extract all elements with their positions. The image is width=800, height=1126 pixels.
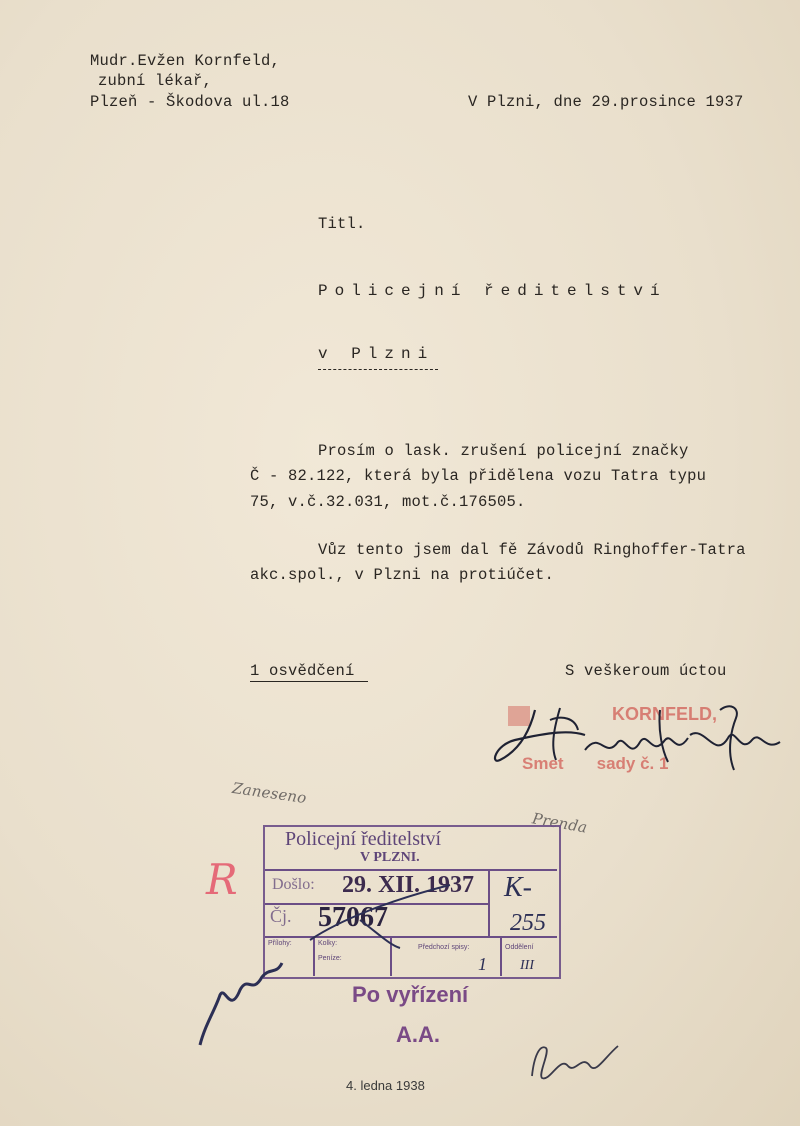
police-stamp-city: V PLZNI. [360,850,420,865]
letter-date: V Plzni, dne 29.prosince 1937 [468,93,744,111]
recipient-city-underline [318,369,438,370]
stamp-date-label: Došlo: [272,876,315,893]
body-p1-line2: Č - 82.122, která byla přidělena vozu Tatra typu [250,467,707,485]
enclosure-underline [250,681,368,682]
stamp-col-predchozi: Předchozí spisy: [418,944,470,951]
stamp-divider [265,869,557,871]
pen-stroke-icon [300,880,460,950]
red-stamp-line2: Smet sady č. 1 [522,754,669,773]
sender-name: Mudr.Evžen Kornfeld, [90,52,281,70]
stamp-cj-label: Čj. [270,906,292,926]
enclosure-note: 1 osvědčení [250,662,355,680]
recipient-city: v Plzni [318,345,435,363]
receipt-date-stamp: 4. ledna 1938 [346,1078,425,1093]
stamp-col-prilohy: Přílohy: [268,940,292,947]
after-stamp-line2: A.A. [396,1022,440,1047]
police-stamp-title: Policejní ředitelství [285,828,442,850]
stamp-divider [500,936,502,976]
stamp-code-number: 255 [510,910,546,936]
stamp-col-penize: Peníze: [318,955,342,962]
pen-scribble-icon [190,955,290,1055]
body-p2-line1: Vůz tento jsem dal fě Závodů Ringhoffer-Tatra [318,541,746,559]
stamp-col-oddeleni: Oddělení [505,944,534,951]
pencil-note-right: Prenda [530,809,589,837]
initials-icon [520,1036,630,1086]
sender-address: Plzeň - Škodova ul.18 [90,93,290,111]
body-p1-line1: Prosím o lask. zrušení policejní značky [318,442,689,460]
red-stamp-line1: KORNFELD, [612,704,717,724]
sender-profession: zubní lékař, [98,72,213,90]
stamp-col-kolky: Kolky: [318,940,338,947]
red-pencil-mark: R [206,855,238,904]
recipient-office: Policejní ředitelství [318,282,667,300]
stamp-code-letter: K- [504,872,532,903]
body-p2-line2: akc.spol., v Plzni na protiúčet. [250,566,555,584]
after-stamp-line1: Po vyřízení [352,982,469,1007]
closing-salutation: S veškeroum úctou [565,662,727,680]
body-p1-line3: 75, v.č.32.031, mot.č.176505. [250,493,526,511]
stamp-date-value: 29. XII. 1937 [342,872,475,898]
stamp-val-predchozi: 1 [478,954,487,974]
signature-icon [490,690,790,780]
pencil-note-left: Zaneseno [231,778,308,808]
stamp-divider [488,870,490,936]
stamp-cj-value: 57067 [318,902,388,933]
stamp-val-oddeleni: III [520,958,534,973]
recipient-title: Titl. [318,215,366,233]
